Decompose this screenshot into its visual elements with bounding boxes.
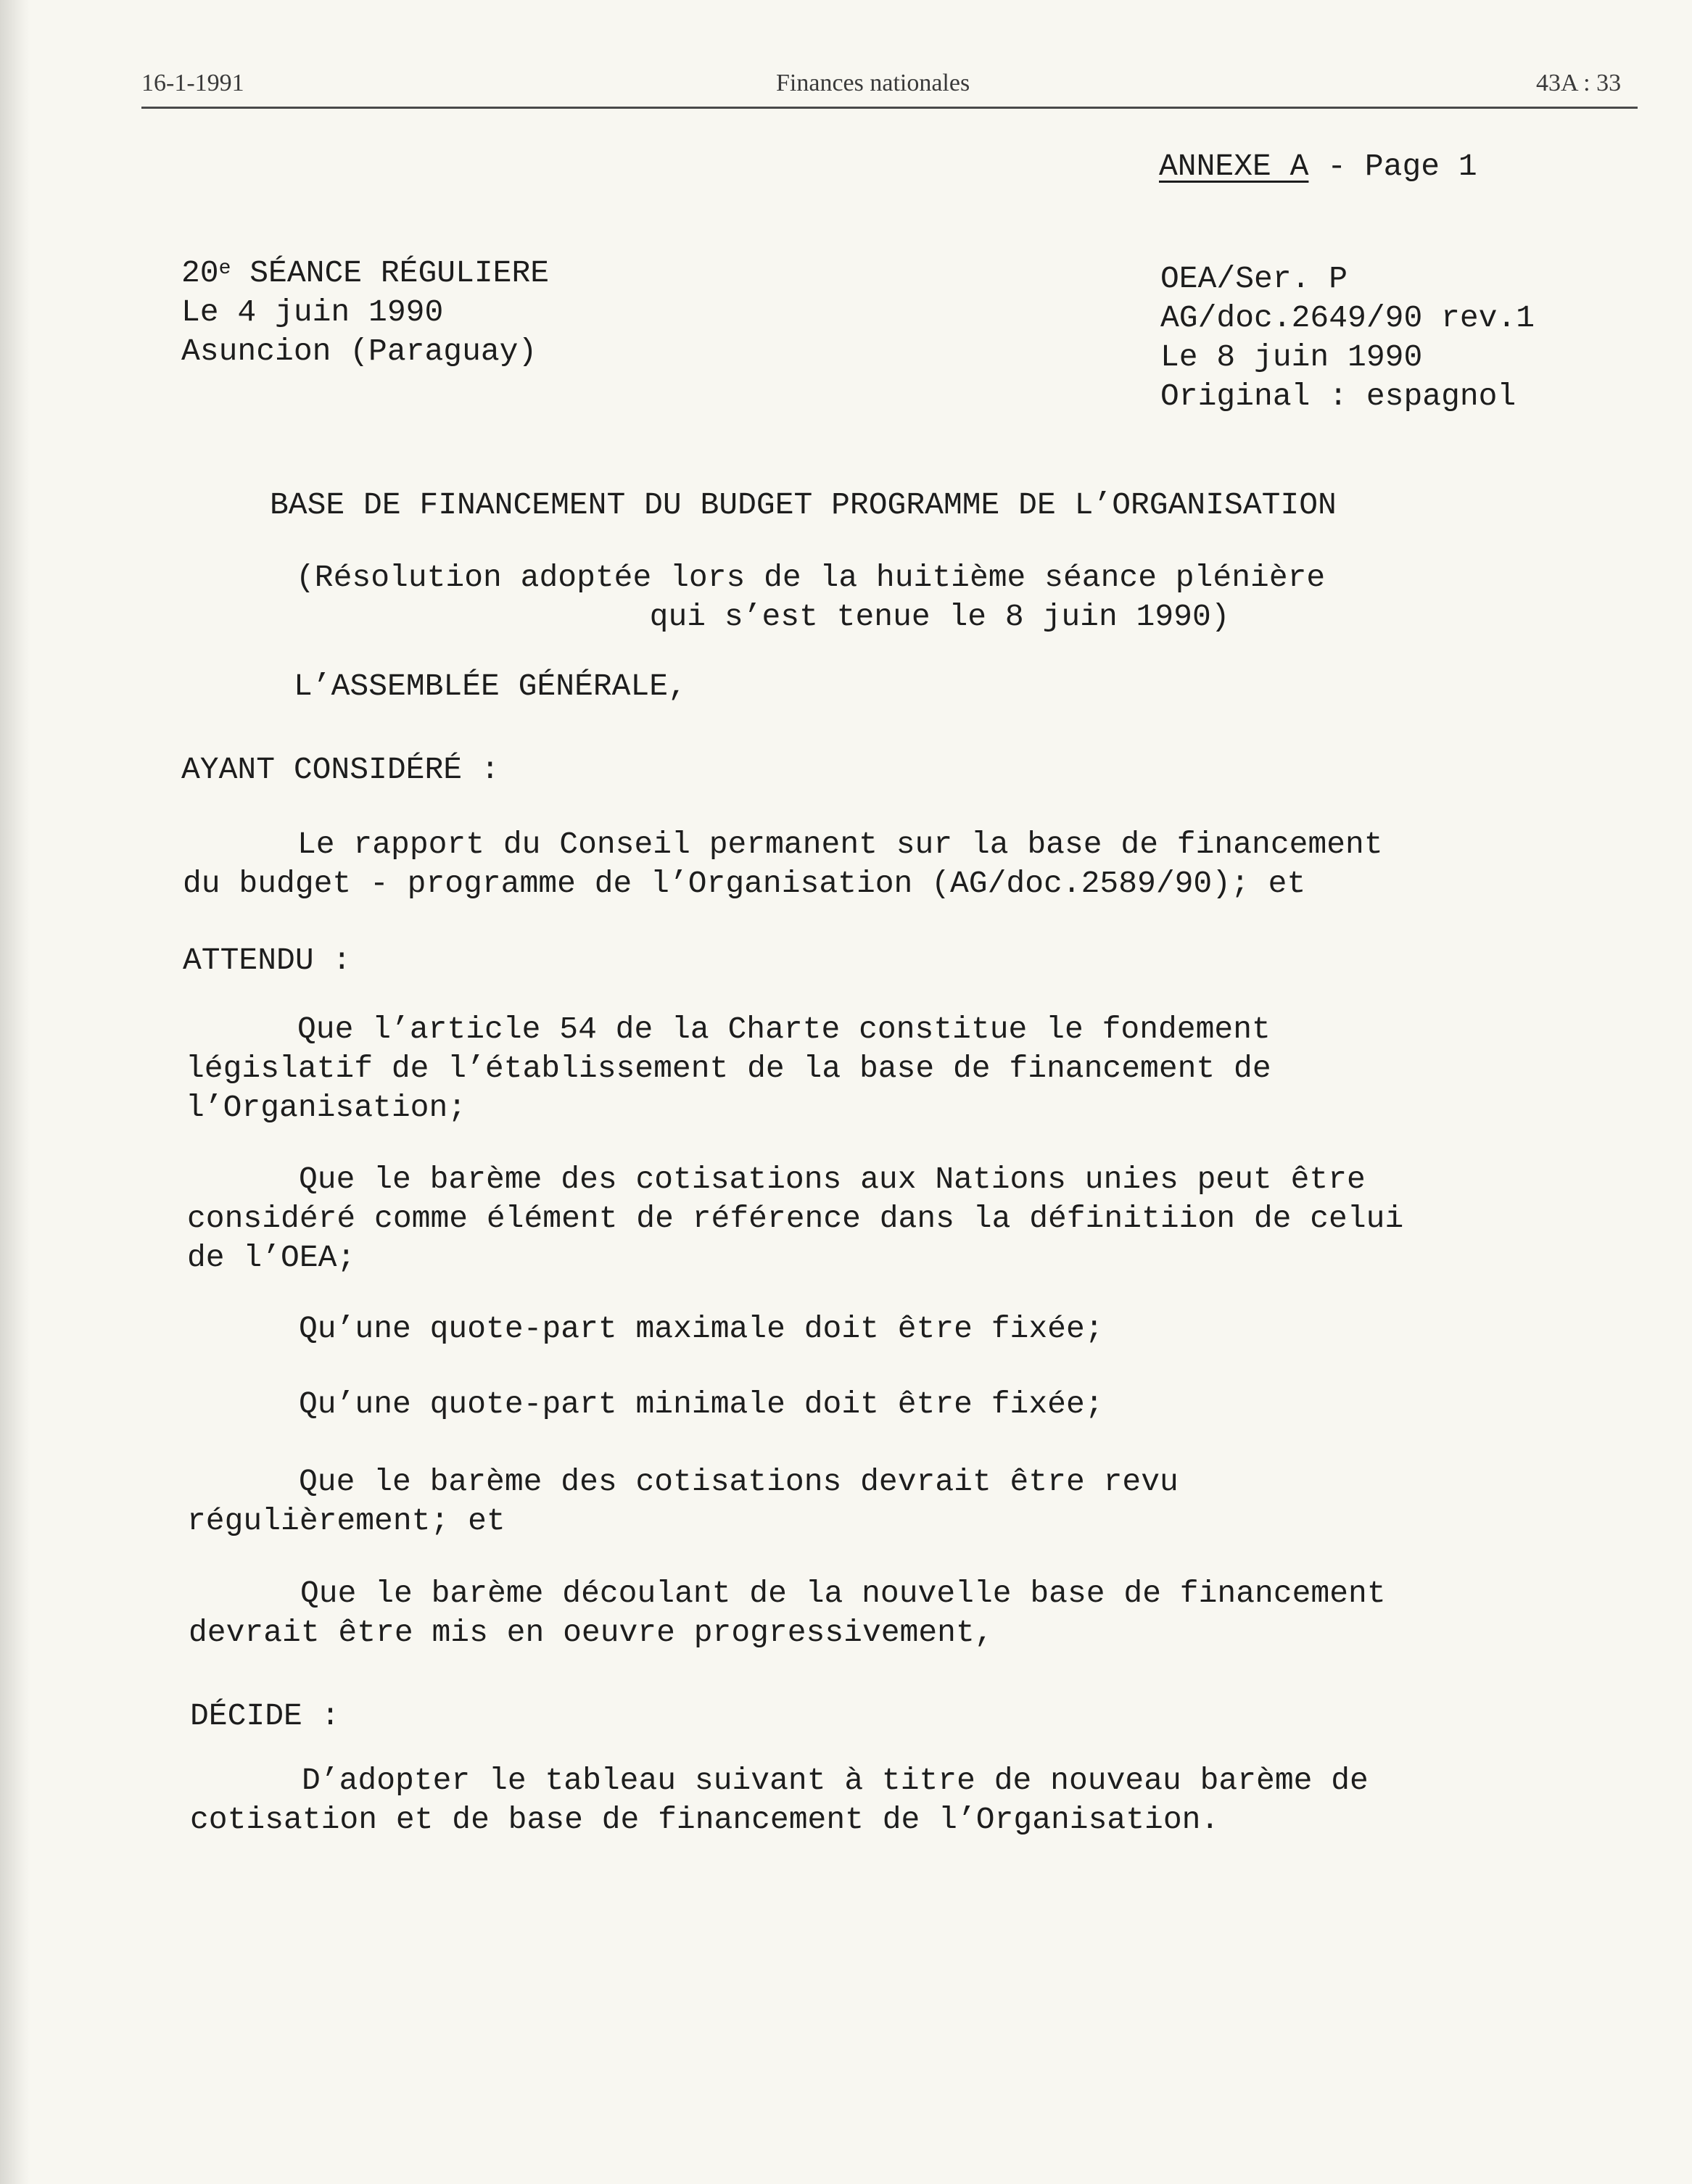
subtitle-line-2: qui s’est tenue le 8 juin 1990) [649, 599, 1230, 634]
session-block [181, 254, 549, 371]
paragraph-line: Le rapport du Conseil permanent sur la base de financement [297, 827, 1383, 862]
paragraph-line: Que le barème des cotisations aux Nations unies peut être [299, 1162, 1366, 1197]
subtitle-line-1: (Résolution adoptée lors de la huitième séance plénière [296, 560, 1326, 595]
paragraph-line: législatif de l’établissement de la base de financement de [186, 1051, 1271, 1086]
running-header-title: Finances nationales [776, 70, 970, 96]
session-date: Le 4 juin 1990 [181, 294, 444, 330]
paragraph-line: devrait être mis en oeuvre progressivement, [189, 1615, 994, 1650]
annex-label [1159, 147, 1477, 186]
session-number-suffix: e [218, 257, 231, 280]
paragraph-rapport [183, 825, 1383, 903]
paragraph-bareme-revu [187, 1463, 1179, 1541]
binding-shadow [0, 0, 30, 2184]
document-date: Le 8 juin 1990 [1160, 339, 1423, 375]
paragraph-line: Que le barème découlant de la nouvelle base de financement [300, 1576, 1386, 1611]
paragraph-line: du budget - programme de l’Organisation (AG/doc.2589/90); et [183, 866, 1306, 901]
paragraph-line: considéré comme élément de référence dans la définitiion de celui [187, 1201, 1404, 1236]
paragraph-decision [190, 1761, 1369, 1840]
paragraph-line: cotisation et de base de financement de l’Organisation. [190, 1802, 1220, 1837]
header-rule [141, 107, 1638, 109]
annex-page: - Page 1 [1308, 149, 1477, 184]
paragraph-article-54 [186, 1010, 1271, 1128]
running-header-page: 43A : 33 [1536, 70, 1622, 96]
resolution-subtitle [296, 558, 1325, 637]
paragraph-line: régulièrement; et [187, 1503, 505, 1539]
paragraph-line: de l’OEA; [187, 1240, 356, 1275]
document-series: OEA/Ser. P [1160, 261, 1348, 297]
annex-label-main: ANNEXE A [1159, 149, 1309, 184]
document-original-language: Original : espagnol [1160, 379, 1516, 414]
heading-decide: DÉCIDE : [190, 1698, 340, 1734]
paragraph-quote-part-minimale: Qu’une quote-part minimale doit être fixée; [299, 1386, 1104, 1422]
assembly-heading: L’ASSEMBLÉE GÉNÉRALE, [294, 669, 687, 704]
resolution-title: BASE DE FINANCEMENT DU BUDGET PROGRAMME DE L’ORGANISATION [270, 487, 1337, 523]
paragraph-line: Que l’article 54 de la Charte constitue le fondement [297, 1012, 1271, 1047]
paragraph-mise-en-oeuvre [189, 1574, 1386, 1653]
running-header-date: 16-1-1991 [141, 70, 244, 96]
document-number: AG/doc.2649/90 rev.1 [1160, 300, 1535, 336]
paragraph-line: l’Organisation; [186, 1090, 467, 1125]
session-name [181, 254, 549, 293]
paragraph-line: Que le barème des cotisations devrait être revu [299, 1464, 1179, 1500]
session-place: Asuncion (Paraguay) [181, 334, 537, 369]
paragraph-quote-part-maximale: Qu’une quote-part maximale doit être fixée; [299, 1311, 1104, 1347]
heading-attendu: ATTENDU : [183, 943, 352, 978]
document-reference-block [1160, 260, 1535, 416]
paragraph-line: D’adopter le tableau suivant à titre de nouveau barème de [302, 1763, 1369, 1798]
session-number: 20 [181, 255, 219, 291]
paragraph-bareme-nations-unies [187, 1160, 1403, 1278]
session-name-text: SÉANCE RÉGULIERE [231, 255, 550, 291]
heading-ayant-considere: AYANT CONSIDÉRÉ : [181, 752, 500, 787]
